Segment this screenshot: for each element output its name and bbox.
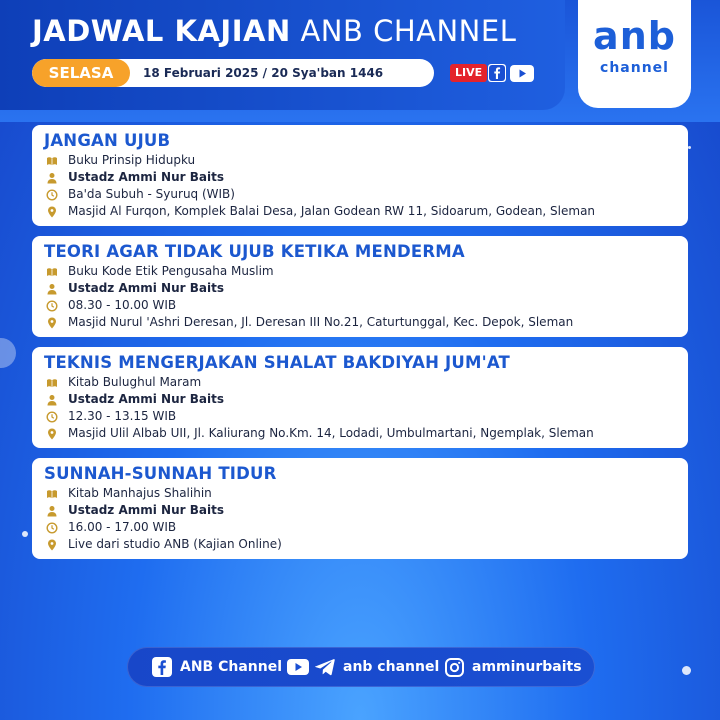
- anb-logo: [578, 0, 691, 108]
- title-bold: JADWAL KAJIAN: [32, 14, 291, 48]
- location-row: [46, 536, 282, 553]
- location-pin-icon: [46, 206, 58, 218]
- decorative-sparkle: [682, 666, 691, 675]
- logo-main-text: anb: [593, 14, 676, 58]
- person-icon: [46, 172, 58, 184]
- book-name: Kitab Manhajus Shalihin: [68, 486, 212, 500]
- youtube-icon: [287, 659, 309, 675]
- facebook-icon: [152, 657, 172, 677]
- location-row: [46, 425, 594, 442]
- session-card: [32, 347, 688, 448]
- session-title: JANGAN UJUB: [44, 131, 171, 150]
- instagram-label: amminurbaits: [472, 659, 582, 675]
- location-row: [46, 203, 595, 220]
- book-icon: [46, 377, 58, 389]
- location-pin-icon: [46, 428, 58, 440]
- time-text: 16.00 - 17.00 WIB: [68, 520, 177, 534]
- speaker-row: [46, 502, 224, 519]
- youtube-telegram-label: anb channel: [343, 659, 440, 675]
- clock-icon: [46, 411, 58, 423]
- session-card: [32, 236, 688, 337]
- person-icon: [46, 283, 58, 295]
- book-row: [46, 485, 212, 502]
- book-icon: [46, 266, 58, 278]
- decorative-sparkle: [22, 531, 28, 537]
- instagram-icon: [445, 658, 464, 677]
- clock-icon: [46, 300, 58, 312]
- location-text: Live dari studio ANB (Kajian Online): [68, 537, 282, 551]
- decorative-sparkle: [0, 338, 16, 368]
- person-icon: [46, 505, 58, 517]
- session-title: SUNNAH-SUNNAH TIDUR: [44, 464, 277, 483]
- header: [0, 0, 565, 110]
- session-title: TEORI AGAR TIDAK UJUB KETIKA MENDERMA: [44, 242, 465, 261]
- book-row: [46, 374, 201, 391]
- telegram-icon: [315, 658, 335, 676]
- book-name: Buku Prinsip Hidupku: [68, 153, 196, 167]
- youtube-icon: [510, 65, 534, 82]
- speaker-name: Ustadz Ammi Nur Baits: [68, 170, 224, 184]
- speaker-name: Ustadz Ammi Nur Baits: [68, 281, 224, 295]
- time-text: 12.30 - 13.15 WIB: [68, 409, 177, 423]
- decorative-sparkle: [688, 146, 691, 149]
- location-row: [46, 314, 573, 331]
- book-row: [46, 152, 195, 169]
- footer-instagram[interactable]: [445, 647, 582, 687]
- session-card: [32, 125, 688, 226]
- time-row: [46, 297, 176, 314]
- location-text: Masjid Nurul 'Ashri Deresan, Jl. Deresan III No.21, Caturtunggal, Kec. Depok, Sleman: [68, 315, 574, 329]
- book-name: Kitab Bulughul Maram: [68, 375, 202, 389]
- time-text: Ba'da Subuh - Syuruq (WIB): [68, 187, 235, 201]
- session-card: [32, 458, 688, 559]
- date-bar: [32, 59, 434, 87]
- facebook-icon: [488, 64, 506, 82]
- session-title: TEKNIS MENGERJAKAN SHALAT BAKDIYAH JUM'AT: [44, 353, 511, 372]
- clock-icon: [46, 522, 58, 534]
- time-row: [46, 408, 176, 425]
- live-badge: LIVE: [450, 64, 487, 82]
- speaker-row: [46, 169, 224, 186]
- footer-youtube-telegram[interactable]: [287, 647, 439, 687]
- location-text: Masjid Al Furqon, Komplek Balai Desa, Jalan Godean RW 11, Sidoarum, Godean, Sleman: [68, 204, 596, 218]
- page-title: [32, 14, 516, 48]
- facebook-label: ANB Channel: [180, 659, 283, 675]
- footer-facebook[interactable]: [152, 647, 282, 687]
- location-pin-icon: [46, 317, 58, 329]
- book-icon: [46, 155, 58, 167]
- time-row: [46, 519, 176, 536]
- speaker-name: Ustadz Ammi Nur Baits: [68, 503, 224, 517]
- logo-sub-text: channel: [600, 60, 669, 76]
- person-icon: [46, 394, 58, 406]
- book-name: Buku Kode Etik Pengusaha Muslim: [68, 264, 274, 278]
- book-row: [46, 263, 274, 280]
- location-pin-icon: [46, 539, 58, 551]
- time-text: 08.30 - 10.00 WIB: [68, 298, 177, 312]
- time-row: [46, 186, 235, 203]
- speaker-name: Ustadz Ammi Nur Baits: [68, 392, 224, 406]
- book-icon: [46, 488, 58, 500]
- day-badge: SELASA: [32, 59, 130, 87]
- clock-icon: [46, 189, 58, 201]
- date-text: 18 Februari 2025 / 20 Sya'ban 1446: [143, 66, 384, 80]
- location-text: Masjid Ulil Albab UII, Jl. Kaliurang No.Km. 14, Lodadi, Umbulmartani, Ngemplak, Sleman: [68, 426, 594, 440]
- speaker-row: [46, 280, 224, 297]
- speaker-row: [46, 391, 224, 408]
- title-light: ANB CHANNEL: [300, 14, 517, 48]
- social-footer: [127, 647, 595, 687]
